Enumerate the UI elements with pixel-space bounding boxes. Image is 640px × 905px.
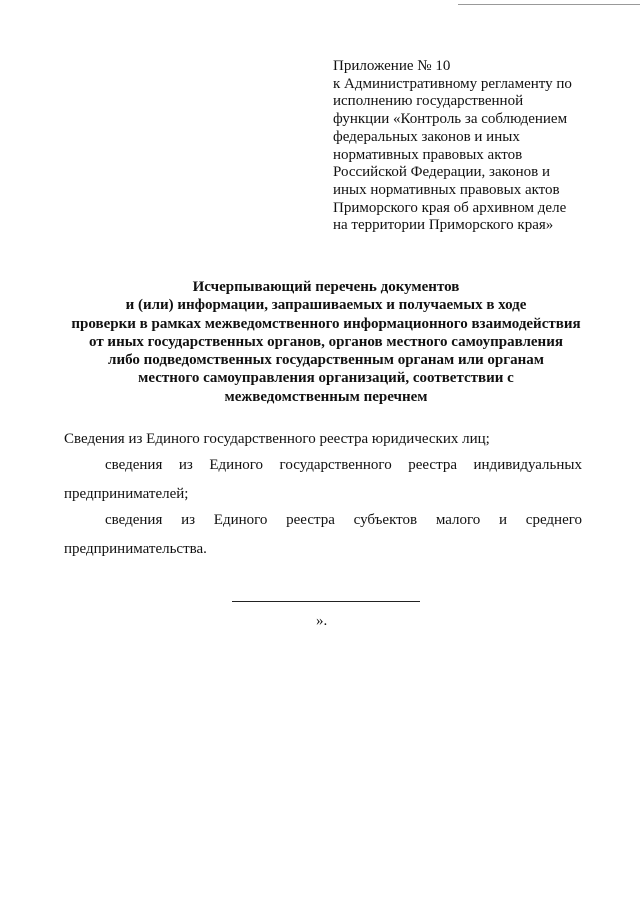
closing-quote: ». — [316, 613, 328, 629]
annex-number: Приложение № 10 — [333, 58, 451, 74]
annex-line: функции «Контроль за соблюдением — [333, 111, 568, 128]
annex-line: на территории Приморского края» — [333, 217, 554, 234]
title-line: проверки в рамках межведомственного информационного взаимодействия — [71, 315, 581, 332]
annex-line: федеральных законов и иных — [333, 128, 520, 145]
top-edge-line — [458, 4, 640, 5]
annex-line: Российской Федерации, законов и — [333, 164, 551, 181]
annex-line: Приморского края об архивном деле — [333, 199, 567, 216]
paragraph-entrepreneurs — [64, 451, 582, 509]
title-line: и (или) информации, запрашиваемых и получаемых в ходе — [125, 297, 527, 314]
annex-header — [333, 58, 603, 235]
paragraph-text: сведения из Единого реестра субъектов малого и среднего — [105, 512, 582, 528]
title-line: межведомственным перечнем — [224, 388, 428, 405]
title-line: либо подведомственных государственным органам или органам — [108, 352, 544, 369]
paragraph-continuation: предпринимательства. — [64, 541, 207, 557]
paragraph-small-business — [64, 506, 582, 564]
paragraph-legal-entities — [64, 425, 582, 454]
paragraph-text: сведения из Единого государственного реестра индивидуальных — [105, 457, 582, 473]
title-line: Исчерпывающий перечень документов — [192, 279, 460, 295]
annex-line: иных нормативных правовых актов — [333, 181, 560, 198]
document-title — [40, 278, 612, 406]
paragraph-continuation: предпринимателей; — [64, 486, 189, 502]
title-line: от иных государственных органов, органов местного самоуправления — [89, 333, 563, 350]
annex-line: нормативных правовых актов — [333, 146, 523, 163]
title-line: местного самоуправления организаций, соответствии с — [138, 370, 514, 387]
annex-line: исполнению государственной — [333, 93, 524, 110]
annex-line: к Административному регламенту по — [333, 75, 572, 92]
paragraph-text: Сведения из Единого государственного реестра юридических лиц; — [64, 431, 490, 447]
closing-divider — [232, 601, 420, 602]
